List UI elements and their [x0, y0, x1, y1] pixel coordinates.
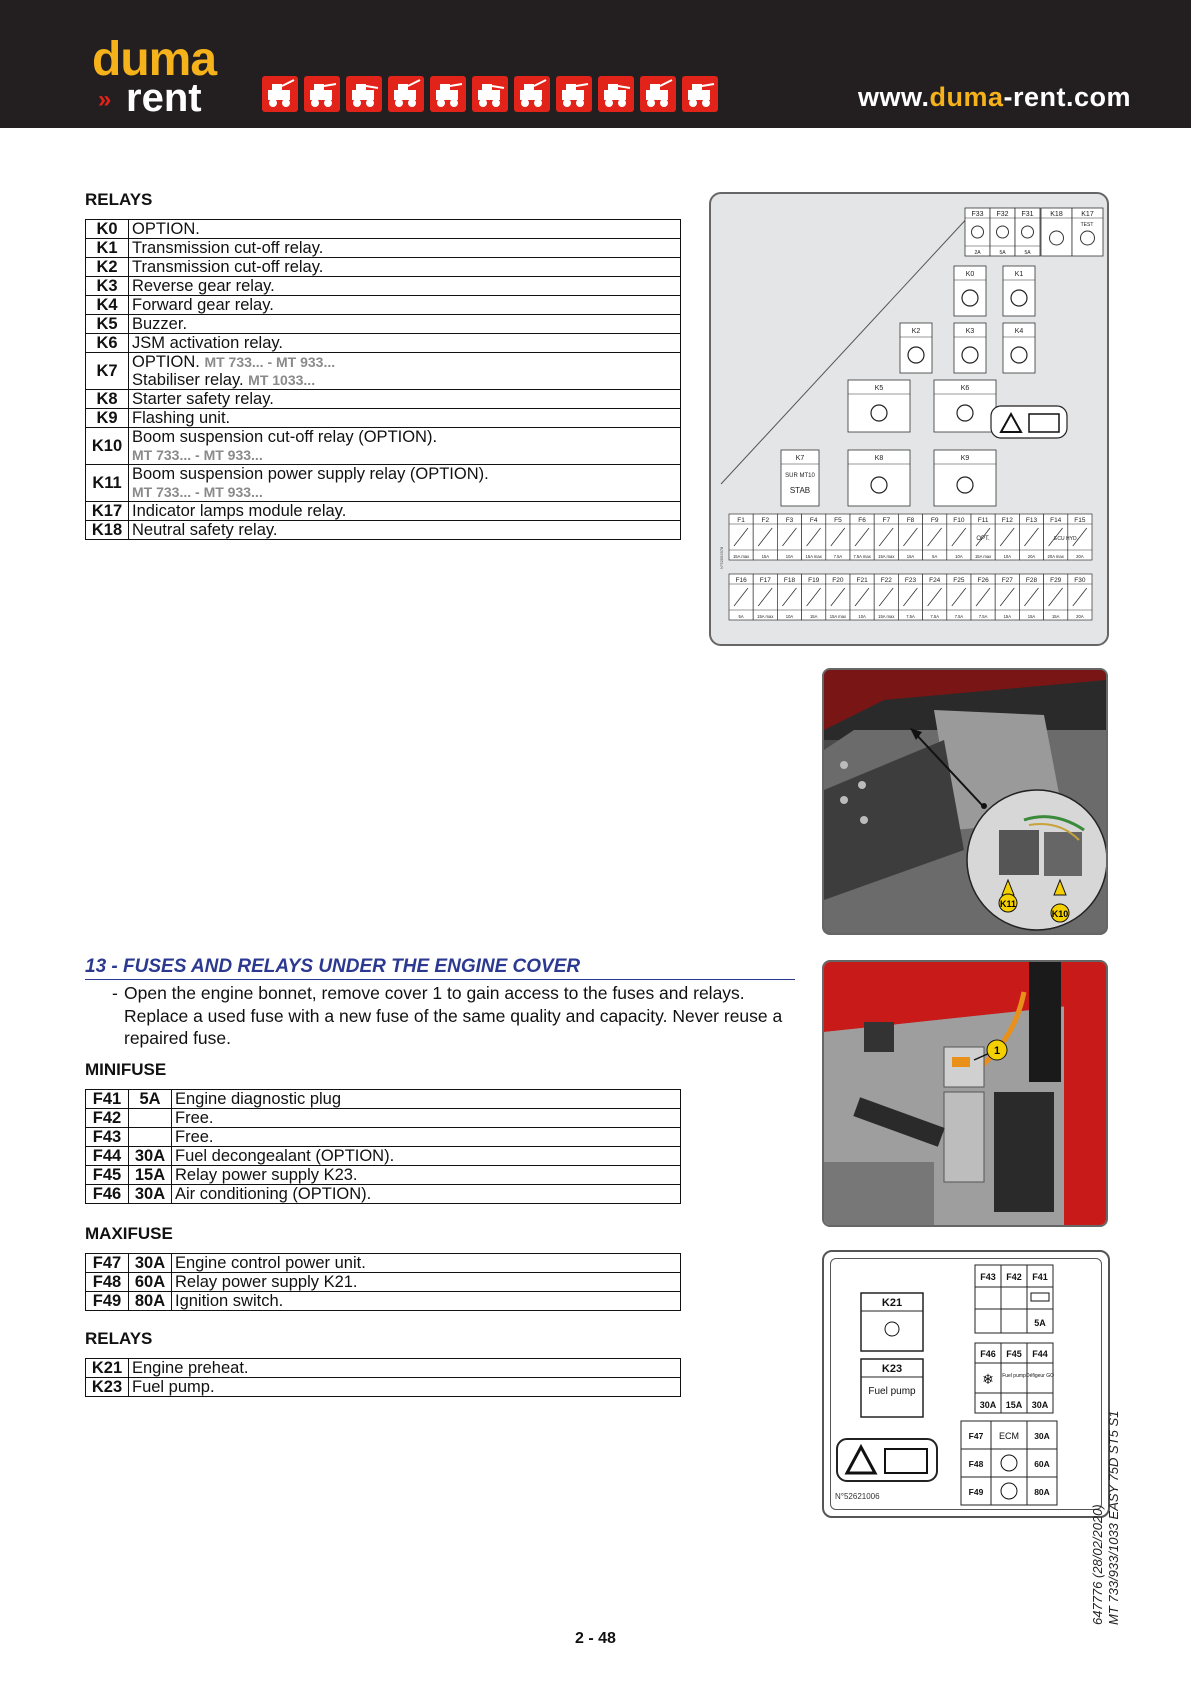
relays-table: [85, 219, 681, 540]
relay-k21-label: K21: [881, 1297, 903, 1309]
relays-heading: RELAYS: [85, 190, 153, 209]
row-description: [129, 353, 681, 390]
instruction-text: Open the engine bonnet, remove cover 1 to gain access to the fuses and relays. Replace a used fuse with a new fuse of the same quality and capacity. Never reuse a repaired fuse.: [124, 983, 783, 1048]
table-row: [86, 1292, 681, 1311]
description-text: Boom suspension power supply relay (OPTION).: [132, 465, 489, 483]
url-suffix: -rent.com: [1003, 82, 1131, 112]
description-text: Forward gear relay.: [132, 296, 274, 314]
fuse-f3-amp: 10A: [785, 554, 794, 559]
row-description: [129, 277, 681, 296]
k7-sur-mt10-text: SUR MT10: [785, 473, 815, 479]
maxi-f49-label: F49: [968, 1487, 984, 1497]
boom-lift-icon: [640, 76, 676, 112]
row-code: K0: [86, 220, 129, 239]
description-text: Relay power supply K23.: [175, 1166, 358, 1184]
description-text: Flashing unit.: [132, 409, 231, 427]
description-text: Transmission cut-off relay.: [132, 239, 324, 257]
fuse-f6-label: F6: [858, 517, 866, 524]
telehandler-icon: [514, 76, 550, 112]
fuse-f14-label: F14: [1050, 517, 1062, 524]
fuse-f28-amp: 15A: [1027, 614, 1036, 619]
row-amperage: [129, 1128, 172, 1147]
table-row: [86, 277, 681, 296]
row-description: [172, 1166, 681, 1185]
description-text: Free.: [175, 1109, 214, 1127]
relays2-table: [85, 1358, 681, 1397]
row-code: K11: [86, 465, 129, 502]
row-description: [172, 1109, 681, 1128]
description-text: Engine control power unit.: [175, 1254, 366, 1272]
fuse-f33-amp: 2A: [974, 250, 981, 256]
relay-k1-label: K1: [1014, 271, 1024, 278]
relay-photo-svg: [824, 670, 1106, 933]
relay-k17-label: K17: [1081, 211, 1094, 218]
table-row: [86, 502, 681, 521]
relay-k23-text: Fuel pump: [868, 1386, 916, 1397]
row-code: K7: [86, 353, 129, 390]
table-row: [86, 315, 681, 334]
description-text: Starter safety relay.: [132, 390, 274, 408]
engine-fuse-f45-label: F45: [1006, 1349, 1022, 1359]
row-amperage: 30A: [129, 1254, 172, 1273]
fuse-f16-label: F16: [735, 577, 747, 584]
description-text: OPTION.: [132, 353, 200, 371]
row-description: [129, 334, 681, 353]
bullet-dash: -: [112, 983, 118, 1003]
doc-ref-number: 647776 (28/02/2020): [1090, 1504, 1105, 1625]
truck-crane-icon: [598, 76, 634, 112]
model-note: MT 733... - MT 933...: [132, 447, 263, 463]
table-row: [86, 390, 681, 409]
row-code: K10: [86, 428, 129, 465]
minifuse-heading: MINIFUSE: [85, 1060, 167, 1079]
fuse-f24-label: F24: [929, 577, 941, 584]
table-row: [86, 334, 681, 353]
section-13-title: 13 - FUSES AND RELAYS UNDER THE ENGINE COVER: [85, 956, 795, 980]
table-row: [86, 1378, 681, 1397]
relay-k23-label: K23: [881, 1363, 903, 1375]
fuse-f13-label: F13: [1025, 517, 1038, 524]
row-code: K6: [86, 334, 129, 353]
url-prefix: www.: [857, 82, 930, 112]
fuse-f25-label: F25: [953, 577, 965, 584]
row-amperage: [129, 1109, 172, 1128]
row-code: F42: [86, 1109, 129, 1128]
cover-callout-1: 1: [993, 1045, 1001, 1057]
fuse-f17-amp: 15A max: [757, 614, 774, 619]
fuse-f21-amp: 10A: [858, 614, 866, 619]
fuse-f10-label: F10: [953, 517, 965, 524]
engine-fuse-box-diagram: [822, 1250, 1110, 1518]
row-code: F46: [86, 1185, 129, 1204]
website-link[interactable]: [858, 82, 1131, 113]
fuse-f9-label: F9: [930, 517, 939, 524]
fuse-f33-label: F33: [971, 211, 984, 218]
maxi-f48-label: F48: [968, 1459, 984, 1469]
fuse-f24-amp: 7.5A: [930, 614, 940, 619]
row-amperage: 80A: [129, 1292, 172, 1311]
fuse-f19-label: F19: [808, 577, 820, 584]
maxi-f48-amp: 60A: [1034, 1459, 1050, 1469]
row-code: K9: [86, 409, 129, 428]
row-amperage: 15A: [129, 1166, 172, 1185]
description-text: Buzzer.: [132, 315, 188, 333]
model-note: MT 733... - MT 933...: [132, 484, 263, 500]
model-note: MT 733... - MT 933...: [204, 354, 336, 370]
fuse-f31-amp: 5A: [1024, 250, 1031, 256]
engine-fuse-f42-label: F42: [1006, 1272, 1022, 1282]
page-number: 2 - 48: [575, 1630, 616, 1647]
maxifuse-heading: MAXIFUSE: [85, 1224, 173, 1243]
fuse-f18-label: F18: [783, 577, 796, 584]
scissor-lift-icon: [346, 76, 382, 112]
description-text: Free.: [175, 1128, 214, 1146]
relays2-heading: RELAYS: [85, 1329, 153, 1348]
url-highlight: duma: [929, 82, 1004, 112]
engine-fuse-f46-label: F46: [980, 1349, 996, 1359]
row-description: [129, 220, 681, 239]
excavator-icon: [556, 76, 592, 112]
compact-loader-icon: [472, 76, 508, 112]
fuse-f8-label: F8: [906, 517, 915, 524]
k10-callout: K10: [1051, 909, 1069, 919]
fuse-f22-amp: 15A max: [878, 614, 895, 619]
fuse-f7-label: F7: [882, 517, 891, 524]
row-description: [129, 502, 681, 521]
fuse-f11-label: F11: [977, 517, 989, 524]
relay-k8-label: K8: [874, 455, 884, 462]
maxi-f47-amp: 30A: [1034, 1431, 1050, 1441]
tow-truck-icon: [682, 76, 718, 112]
row-code: K4: [86, 296, 129, 315]
relay-k7-label: K7: [795, 455, 805, 462]
fuse-f19-amp: 15A: [809, 614, 818, 619]
row-amperage: 5A: [129, 1090, 172, 1109]
row-description: [172, 1185, 681, 1204]
fuse-f4-amp: 15A max: [805, 554, 822, 559]
relay-k0-label: K0: [965, 271, 975, 278]
k11-callout: K11: [999, 899, 1017, 909]
engine-part-number: N°52621006: [835, 1492, 880, 1501]
k7-stab-text: STAB: [789, 486, 811, 495]
fuse-f31-label: F31: [1021, 211, 1034, 218]
maxi-f47-desc: ECM: [999, 1431, 1019, 1441]
row-description: [129, 239, 681, 258]
fuse-f29-amp: 15A: [1051, 614, 1060, 619]
row-description: [129, 409, 681, 428]
row-code: F43: [86, 1128, 129, 1147]
engine-fuse-f46-amp: 30A: [979, 1400, 997, 1410]
row-code: K8: [86, 390, 129, 409]
page-header: [0, 0, 1191, 128]
maxifuse-table: [85, 1253, 681, 1311]
fuse-f30-label: F30: [1074, 577, 1086, 584]
row-amperage: 30A: [129, 1185, 172, 1204]
fuse-f25-amp: 7.5A: [954, 614, 964, 619]
fuse-f28-label: F28: [1025, 577, 1038, 584]
fuse-f9-amp: 5A: [932, 554, 938, 559]
fuse-f30-amp: 20A: [1076, 614, 1084, 619]
engine-fuse-f41-label: F41: [1032, 1272, 1048, 1282]
table-row: [86, 1109, 681, 1128]
engine-fuse-f45-desc: Fuel pump: [1002, 1373, 1026, 1379]
fuse-ecu-hyd-label: ECU HYD.: [1054, 536, 1078, 542]
fuse-f12-label: F12: [1001, 517, 1013, 524]
fuse-f1-amp: 15A max: [732, 554, 750, 559]
fuse-f7-amp: 15A max: [878, 554, 895, 559]
fuse-f11-amp: 15A max: [974, 554, 992, 559]
relay-k4-label: K4: [1014, 328, 1024, 335]
fuse-f27-amp: 15A: [1003, 614, 1012, 619]
maxi-f47-label: F47: [968, 1431, 984, 1441]
table-row: [86, 1128, 681, 1147]
fuse-f2-label: F2: [761, 517, 770, 524]
row-code: F41: [86, 1090, 129, 1109]
description-text: JSM activation relay.: [132, 334, 283, 352]
engine-fuse-f44-desc: Défigeur GO: [1025, 1373, 1055, 1379]
minifuse-table: [85, 1089, 681, 1204]
relay-k9-label: K9: [960, 455, 970, 462]
row-amperage: 30A: [129, 1147, 172, 1166]
logo-duma-text: duma: [92, 33, 217, 86]
fuse-opt-label: OPT.: [976, 536, 990, 542]
row-description: [129, 521, 681, 540]
table-row: [86, 521, 681, 540]
description-text: Reverse gear relay.: [132, 277, 275, 295]
row-description: [129, 315, 681, 334]
cab-fuse-box-svg: [711, 194, 1107, 644]
fuse-f21-label: F21: [856, 577, 868, 584]
row-description: [172, 1147, 681, 1166]
fuse-f6-amp: 7.5A max: [853, 554, 871, 559]
duma-rent-logo[interactable]: [92, 33, 252, 120]
table-row: [86, 428, 681, 465]
engine-fuse-f45-amp: 15A: [1005, 1400, 1023, 1410]
fuse-f32-amp: 5A: [999, 250, 1006, 256]
fuse-f23-label: F23: [904, 577, 917, 584]
fuse-f15-label: F15: [1074, 517, 1086, 524]
table-row: [86, 1166, 681, 1185]
description-text: Neutral safety relay.: [132, 521, 278, 539]
row-code: K21: [86, 1359, 129, 1378]
row-description: [172, 1292, 681, 1311]
row-code: F44: [86, 1147, 129, 1166]
fuse-f29-label: F29: [1050, 577, 1062, 584]
description-text: OPTION.: [132, 220, 200, 238]
fuse-f5-amp: 7.5A: [833, 554, 843, 559]
table-row: [86, 1185, 681, 1204]
fuse-f14-amp: 20A max: [1047, 554, 1064, 559]
table-row: [86, 1273, 681, 1292]
wheel-loader-icon: [430, 76, 466, 112]
row-description: [172, 1273, 681, 1292]
row-description: [129, 258, 681, 277]
table-row: [86, 220, 681, 239]
description-text: Indicator lamps module relay.: [132, 502, 347, 520]
table-row: [86, 1359, 681, 1378]
row-amperage: 60A: [129, 1273, 172, 1292]
fuse-f26-label: F26: [977, 577, 989, 584]
relay-location-photo: [822, 668, 1108, 935]
description-text: Ignition switch.: [175, 1292, 284, 1310]
description-text: Engine preheat.: [132, 1359, 249, 1377]
row-code: K3: [86, 277, 129, 296]
description-text: Boom suspension cut-off relay (OPTION).: [132, 428, 438, 446]
description-text: Air conditioning (OPTION).: [175, 1185, 372, 1203]
row-description: [129, 428, 681, 465]
fuse-f27-label: F27: [1001, 577, 1013, 584]
cab-part-number: N°52552978: [719, 546, 724, 569]
document-reference: [1090, 1411, 1122, 1625]
description-text: Fuel decongealant (OPTION).: [175, 1147, 395, 1165]
engine-fuse-f41-amp: 5A: [1034, 1318, 1046, 1328]
table-row: [86, 409, 681, 428]
k17-test-note: TEST: [1080, 222, 1094, 228]
mini-excavator-icon: [388, 76, 424, 112]
engine-fuse-box-svg: [831, 1259, 1101, 1509]
fuse-f20-amp: 15A max: [829, 614, 847, 619]
row-code: K1: [86, 239, 129, 258]
model-note-2: MT 1033...: [248, 372, 316, 388]
fuse-f15-amp: 20A: [1076, 554, 1084, 559]
row-description: [129, 465, 681, 502]
table-row: [86, 465, 681, 502]
description-text: Transmission cut-off relay.: [132, 258, 324, 276]
row-description: [129, 1378, 681, 1397]
row-code: K17: [86, 502, 129, 521]
table-row: [86, 353, 681, 390]
relay-k18-label: K18: [1050, 211, 1063, 218]
engine-photo-svg: [824, 962, 1106, 1225]
table-row: [86, 1090, 681, 1109]
fuse-f26-amp: 7.5A: [978, 614, 988, 619]
engine-fuse-f44-amp: 30A: [1031, 1400, 1049, 1410]
relay-k5-label: K5: [874, 385, 884, 392]
row-description: [172, 1090, 681, 1109]
row-description: [172, 1254, 681, 1273]
row-code: F49: [86, 1292, 129, 1311]
fuse-f17-label: F17: [759, 577, 771, 584]
description-text-2: Stabiliser relay.: [132, 371, 244, 389]
relay-k3-label: K3: [965, 328, 975, 335]
row-code: K5: [86, 315, 129, 334]
fuse-f2-amp: 15A: [761, 554, 770, 559]
fuse-f32-label: F32: [996, 211, 1009, 218]
fuse-f3-label: F3: [785, 517, 794, 524]
row-description: [172, 1128, 681, 1147]
description-text: Engine diagnostic plug: [175, 1090, 342, 1108]
description-text: Relay power supply K21.: [175, 1273, 358, 1291]
engine-fuse-box-frame: [830, 1258, 1102, 1510]
logo-chevron-icon: »: [98, 86, 112, 113]
fuse-f5-label: F5: [834, 517, 842, 524]
description-text: Fuel pump.: [132, 1378, 215, 1396]
row-description: [129, 296, 681, 315]
engine-cover-photo: [822, 960, 1108, 1227]
fuse-f8-amp: 15A: [906, 554, 915, 559]
table-row: [86, 1147, 681, 1166]
row-code: F47: [86, 1254, 129, 1273]
row-description: [129, 390, 681, 409]
row-code: K23: [86, 1378, 129, 1397]
fuse-f12-amp: 10A: [1003, 554, 1012, 559]
fuse-f4-label: F4: [809, 517, 818, 524]
skid-steer-icon: [262, 76, 298, 112]
engine-fuse-f44-label: F44: [1032, 1349, 1048, 1359]
table-row: [86, 258, 681, 277]
maxi-f49-amp: 80A: [1034, 1487, 1050, 1497]
relay-k6-label: K6: [960, 385, 970, 392]
doc-models: MT 733/933/1033 EASY 75D ST5 S1: [1106, 1410, 1121, 1625]
logo-rent-text: rent: [126, 76, 202, 120]
section-13-instructions: [112, 982, 802, 1050]
row-description: [129, 1359, 681, 1378]
fuse-f1-label: F1: [737, 517, 745, 524]
fuse-f16-amp: 5A: [738, 614, 744, 619]
table-row: [86, 296, 681, 315]
relay-k2-label: K2: [911, 328, 921, 335]
engine-fuse-f43-label: F43: [980, 1272, 996, 1282]
row-code: F45: [86, 1166, 129, 1185]
forklift-icon: [304, 76, 340, 112]
row-code: K18: [86, 521, 129, 540]
fuse-f13-amp: 20A: [1027, 554, 1036, 559]
table-row: [86, 1254, 681, 1273]
fuse-f10-amp: 10A: [955, 554, 963, 559]
cab-fuse-box-diagram: [709, 192, 1109, 646]
fuse-f20-label: F20: [832, 577, 844, 584]
fuse-f18-amp: 10A: [785, 614, 794, 619]
row-code: K2: [86, 258, 129, 277]
snowflake-icon: ❄: [982, 1371, 994, 1387]
table-row: [86, 239, 681, 258]
row-code: F48: [86, 1273, 129, 1292]
fuse-f22-label: F22: [880, 577, 892, 584]
fuse-f23-amp: 7.5A: [906, 614, 915, 619]
